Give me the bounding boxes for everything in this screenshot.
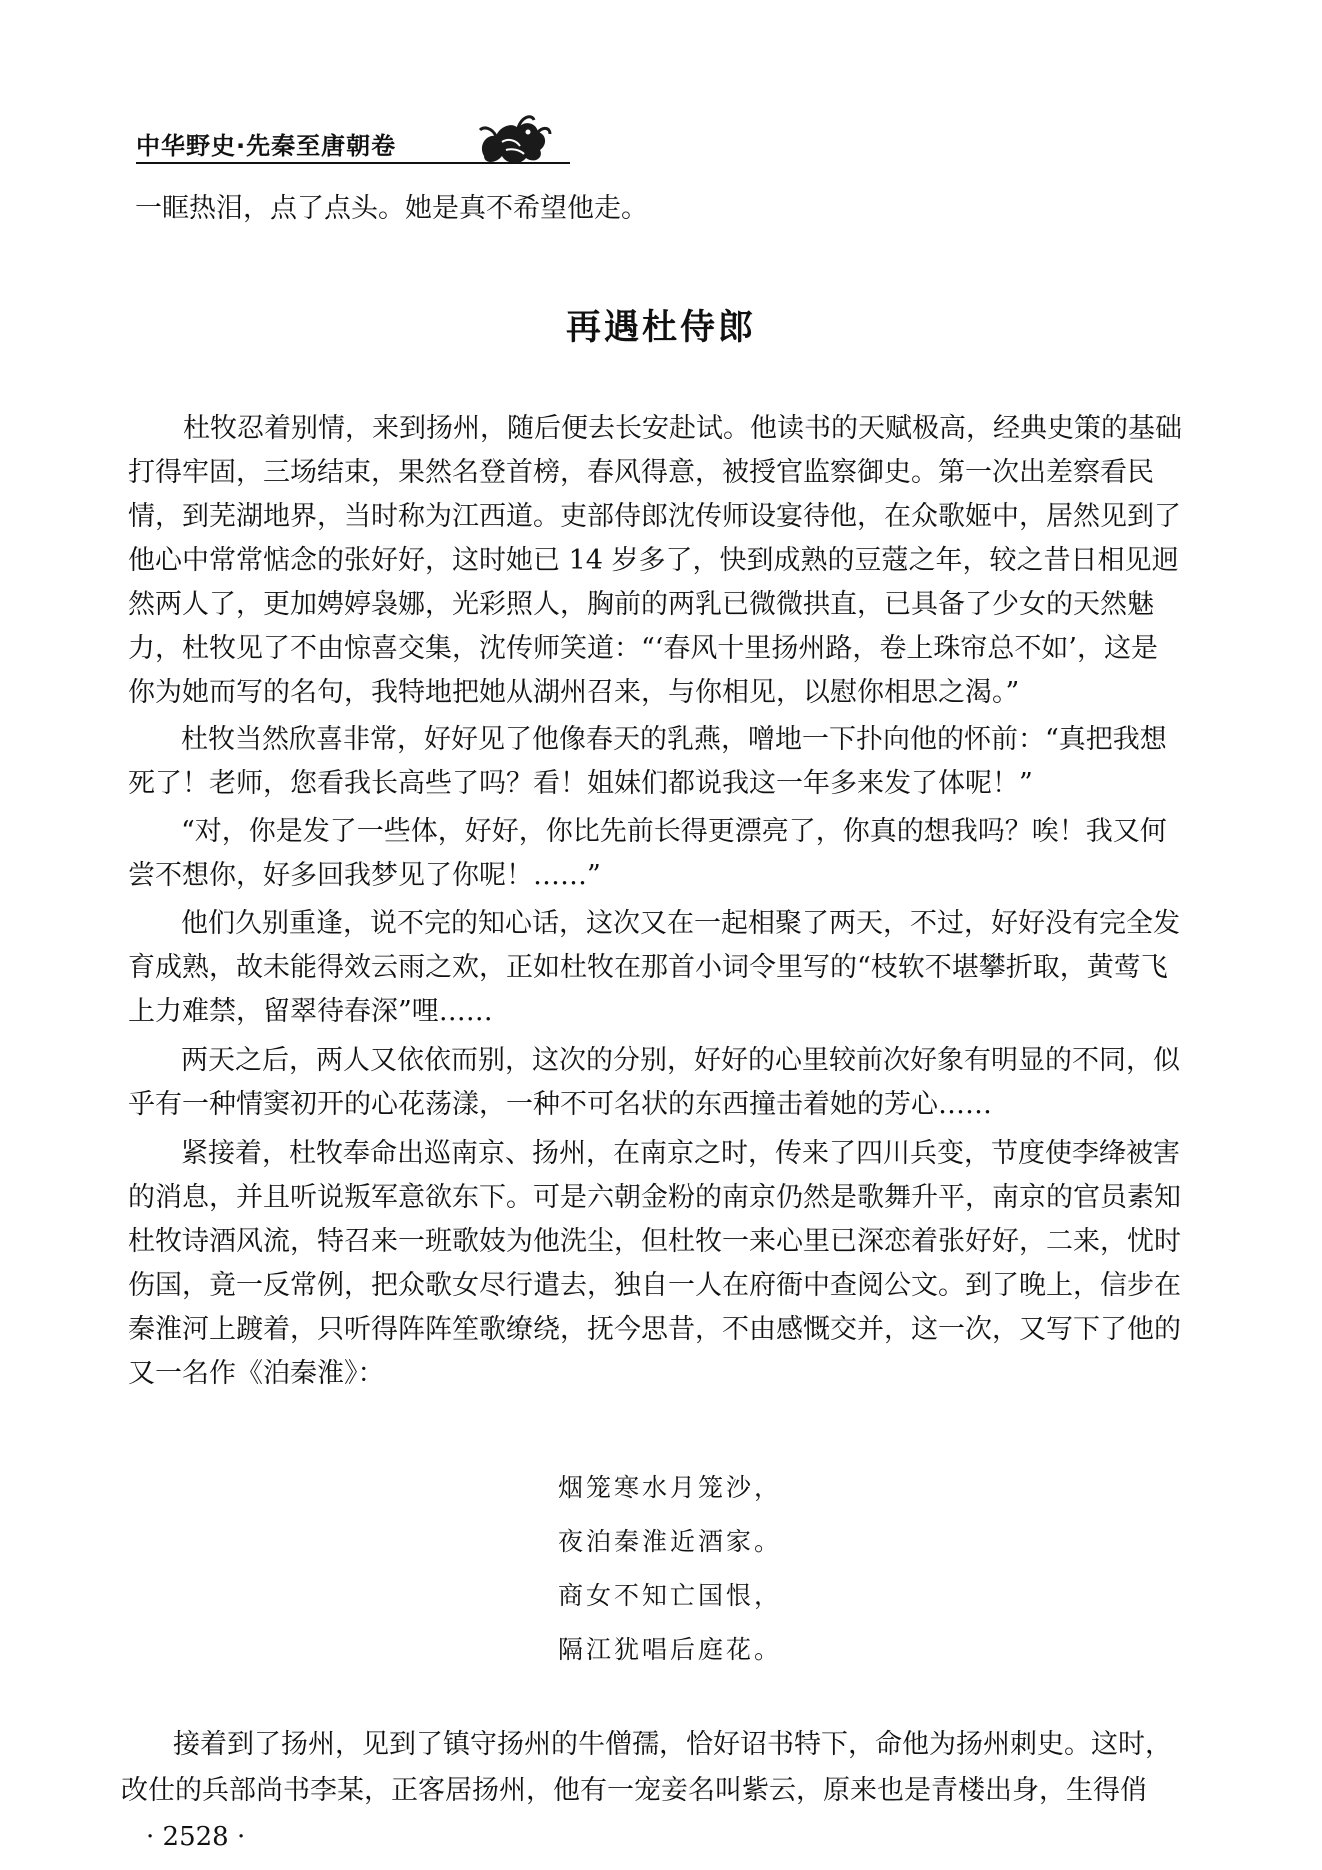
body-line: 伤国，竟一反常例，把众歌女尽行遣去，独自一人在府衙中查阅公文。到了晚上，信步在: [128, 1270, 1181, 1301]
dragon-emblem-icon: [472, 112, 552, 168]
body-line: 力，杜牧见了不由惊喜交集，沈传师笑道：“‘春风十里扬州路，卷上珠帘总不如’，这是: [128, 633, 1158, 664]
page-number: · 2528 ·: [146, 1822, 246, 1852]
body-line: 紧接着，杜牧奉命出巡南京、扬州，在南京之时，传来了四川兵变，节度使李绛被害: [181, 1138, 1180, 1169]
body-line: 杜牧忍着别情，来到扬州，随后便去长安赴试。他读书的天赋极高，经典史策的基础: [183, 413, 1182, 444]
body-line: 接着到了扬州，见到了镇守扬州的牛僧孺，恰好诏书特下，命他为扬州刺史。这时，: [173, 1729, 1172, 1760]
poem-line: 隔江犹唱后庭花。: [558, 1635, 783, 1664]
body-line: 他心中常常惦念的张好好，这时她已 14 岁多了，快到成熟的豆蔻之年，较之昔日相见迥: [128, 545, 1179, 576]
body-line: 杜牧当然欣喜非常，好好见了他像春天的乳燕，噌地一下扑向他的怀前：“真把我想: [181, 724, 1167, 755]
body-line: 两天之后，两人又依依而别，这次的分别，好好的心里较前次好象有明显的不同，似: [181, 1045, 1180, 1076]
body-line: “对，你是发了一些体，好好，你比先前长得更漂亮了，你真的想我吗？唉！我又何: [181, 816, 1167, 847]
body-line: 育成熟，故未能得效云雨之欢，正如杜牧在那首小词令里写的“枝软不堪攀折取，黄莺飞: [128, 952, 1168, 983]
body-line: 秦淮河上踱着，只听得阵阵笙歌缭绕，抚今思昔，不由感慨交并，这一次，又写下了他的: [128, 1314, 1181, 1345]
body-line: 杜牧诗酒风流，特召来一班歌妓为他洗尘，但杜牧一来心里已深恋着张好好，二来，忧时: [128, 1226, 1181, 1257]
poem-line: 商女不知亡国恨，: [558, 1581, 783, 1610]
body-line: 打得牢固，三场结束，果然名登首榜，春风得意，被授官监察御史。第一次出差察看民: [128, 457, 1154, 488]
body-line: 他们久别重逢，说不完的知心话，这次又在一起相聚了两天，不过，好好没有完全发: [181, 908, 1180, 939]
body-line: 你为她而写的名句，我特地把她从湖州召来，与你相见，以慰你相思之渴。”: [128, 677, 1020, 708]
body-line: 改仕的兵部尚书李某，正客居扬州，他有一宠妾名叫紫云，原来也是青楼出身，生得俏: [121, 1775, 1147, 1806]
body-line: 尝不想你，好多回我梦见了你呢！……”: [128, 860, 601, 891]
lead-line: 一眶热泪，点了点头。她是真不希望他走。: [135, 193, 648, 224]
body-line: 情，到芜湖地界，当时称为江西道。吏部侍郎沈传师设宴待他，在众歌姬中，居然见到了: [128, 501, 1181, 532]
body-line: 死了！老师，您看我长高些了吗？看！姐妹们都说我这一年多来发了体呢！”: [128, 768, 1033, 799]
book-title: 中华野史·先秦至唐朝卷: [136, 132, 397, 160]
poem-line: 烟笼寒水月笼沙，: [558, 1473, 783, 1502]
body-line: 上力难禁，留翠待春深”哩……: [128, 996, 493, 1027]
body-line: 的消息，并且听说叛军意欲东下。可是六朝金粉的南京仍然是歌舞升平，南京的官员素知: [128, 1182, 1181, 1213]
chapter-title: 再遇杜侍郎: [565, 308, 756, 348]
poem-line: 夜泊秦淮近酒家。: [558, 1527, 783, 1556]
body-line: 又一名作《泊秦淮》：: [128, 1358, 385, 1389]
body-line: 乎有一种情窦初开的心花荡漾，一种不可名状的东西撞击着她的芳心……: [128, 1089, 992, 1120]
body-line: 然两人了，更加娉婷袅娜，光彩照人，胸前的两乳已微微拱直，已具备了少女的天然魅: [128, 589, 1154, 620]
